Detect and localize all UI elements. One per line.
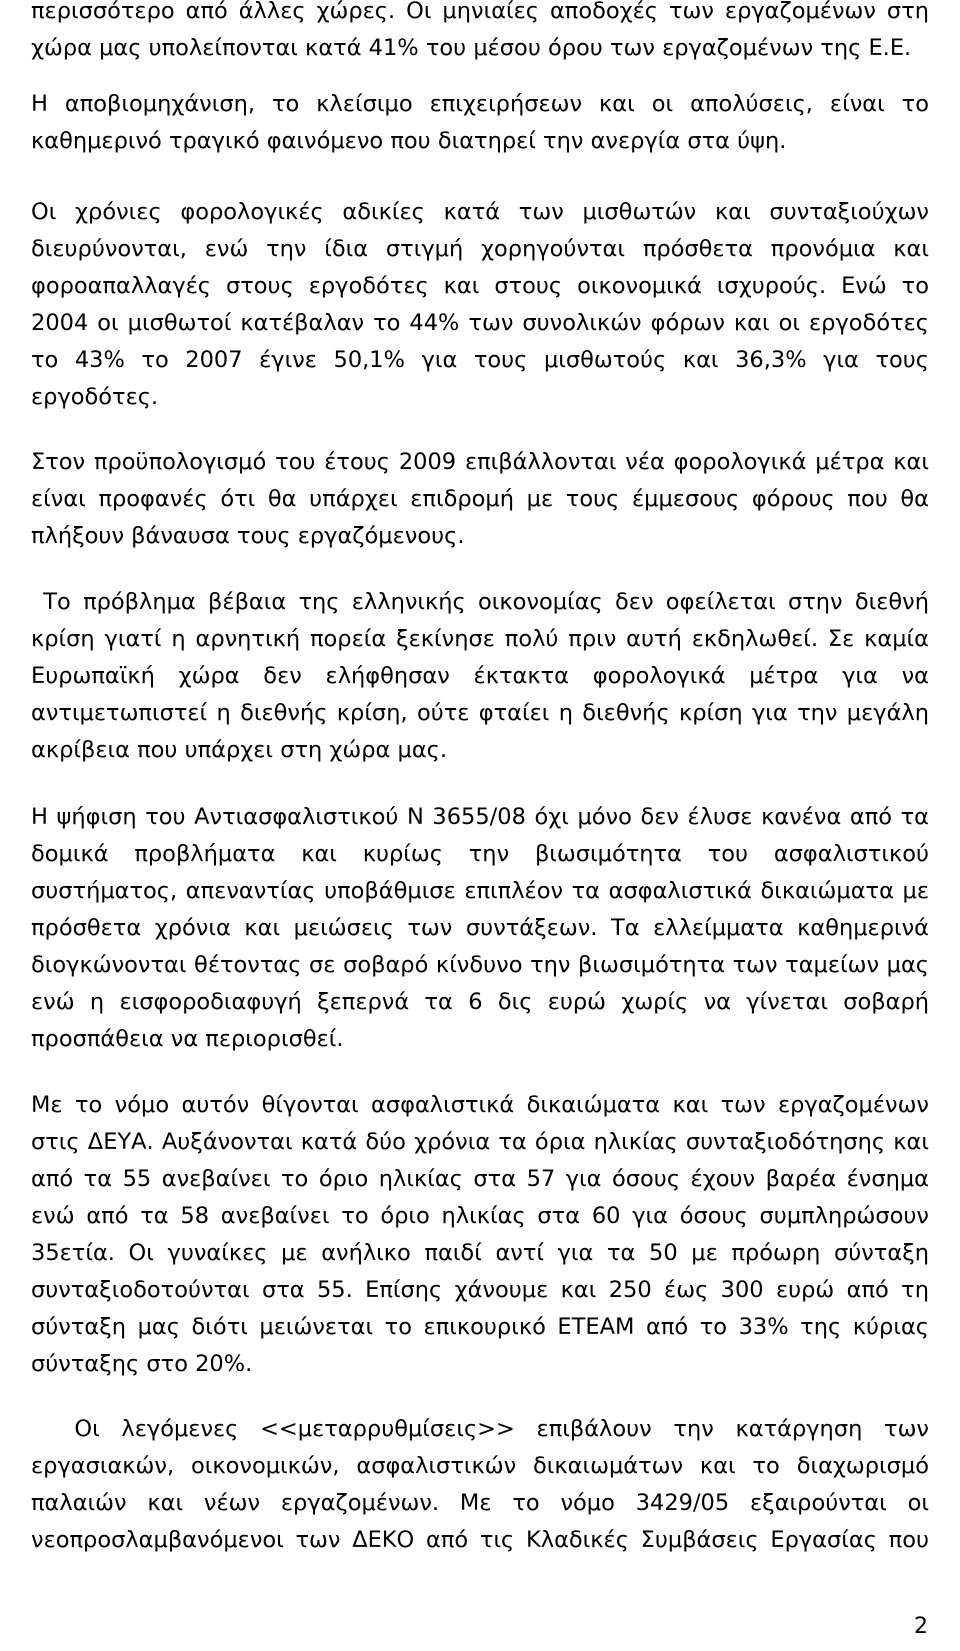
paragraph-deya-rights: Με το νόμο αυτόν θίγονται ασφαλιστικά δικαιώματα και των εργαζομένων στις ΔΕΥΑ. Αυξάνονται κατά δύο χρόνια τα όρια ηλικίας συνταξιοδότησης και από τα 55 ανεβαίνει το όριο ηλικίας στα 57 για όσους έχουν βαρέα ένσημα ενώ από τα 58 ανεβαίνει το όριο ηλικίας στα 60 για όσους συμπληρώσουν 35ετία. Οι γυναίκες με ανήλικο παιδί αντί για τα 50 με πρόωρη σύνταξη συνταξιοδοτούνται στα 55. Επίσης χάνουμε και 250 έως 300 ευρώ από τη σύνταξη μας διότι μειώνεται το επικουρικό ΕΤΕΑΜ από το 33% της κύριας σύνταξης στο 20%. bbox=[31, 1092, 929, 1377]
paragraph-budget-2009: Στον προϋπολογισμό του έτους 2009 επιβάλλονται νέα φορολογικά μέτρα και είναι προφανές ότι θα υπάρχει επιδρομή με τους έμμεσους φόρους που θα πλήξουν βάναυσα τους εργαζόμενους. bbox=[31, 449, 929, 549]
paragraph-economic-problem: Το πρόβλημα βέβαια της ελληνικής οικονομίας δεν οφείλεται στην διεθνή κρίση γιατί η αρνητική πορεία ξεκίνησε πολύ πριν αυτή εκδηλωθεί. Σε καμία Ευρωπαϊκή χώρα δεν ελήφθησαν έκτακτα φορολογικά μέτρα για να αντιμετωπιστεί η διεθνής κρίση, ούτε φταίει η διεθνής κρίση για την μεγάλη ακρίβεια που υπάρχει στη χώρα μας. bbox=[31, 589, 937, 763]
paragraph-deindustrialization: Η αποβιομηχάνιση, το κλείσιμο επιχειρήσεων και οι απολύσεις, είναι το καθημερινό τραγικό φαινόμενο που διατηρεί την ανεργία στα ύψη. bbox=[31, 91, 929, 154]
paragraph-tax-injustice: Οι χρόνιες φορολογικές αδικίες κατά των μισθωτών και συνταξιούχων διευρύνονται, ενώ την ίδια στιγμή χορηγούνται πρόσθετα προνόμια και φοροαπαλλαγές στους εργοδότες και στους οικονομικά ισχυρούς. Ενώ το 2004 οι μισθωτοί κατέβαλαν το 44% των συνολικών φόρων και οι εργοδότες το 43% το 2007 έγινε 50,1% για τους μισθωτούς και 36,3% για τους εργοδότες. bbox=[31, 199, 929, 410]
paragraph-wages: περισσότερο από άλλες χώρες. Οι μηνιαίες αποδοχές των εργαζομένων στη χώρα μας υπολείπονται κατά 41% του μέσου όρου των εργαζομένων της Ε.Ε. bbox=[31, 0, 929, 61]
paragraph-insurance-law: Η ψήφιση του Αντιασφαλιστικού Ν 3655/08 όχι μόνο δεν έλυσε κανένα από τα δομικά προβλήματα και κυρίως την βιωσιμότητα του ασφαλιστικού συστήματος, απεναντίας υποβάθμισε επιπλέον τα ασφαλιστικά δικαιώματα με πρόσθετα χρόνια και μειώσεις των συντάξεων. Τα ελλείμματα καθημερινά διογκώνονται θέτοντας σε σοβαρό κίνδυνο την βιωσιμότητα των ταμείων μας ενώ η εισφοροδιαφυγή ξεπερνά τα 6 δις ευρώ χωρίς να γίνεται σοβαρή προσπάθεια να περιορισθεί. bbox=[31, 804, 929, 1052]
paragraph-reforms: Οι λεγόμενες <<μεταρρυθμίσεις>> επιβάλουν την κατάργηση των εργασιακών, οικονομικών, ασφαλιστικών δικαιωμάτων και το διαχωρισμό παλαιών και νέων εργαζομένων. Με το νόμο 3429/05 εξαιρούνται οι νεοπροσλαμβανόμενοι των ΔΕΚΟ από τις Κλαδικές Συμβάσεις Εργασίας που bbox=[31, 1416, 937, 1553]
page-number: 2 bbox=[914, 1614, 928, 1639]
